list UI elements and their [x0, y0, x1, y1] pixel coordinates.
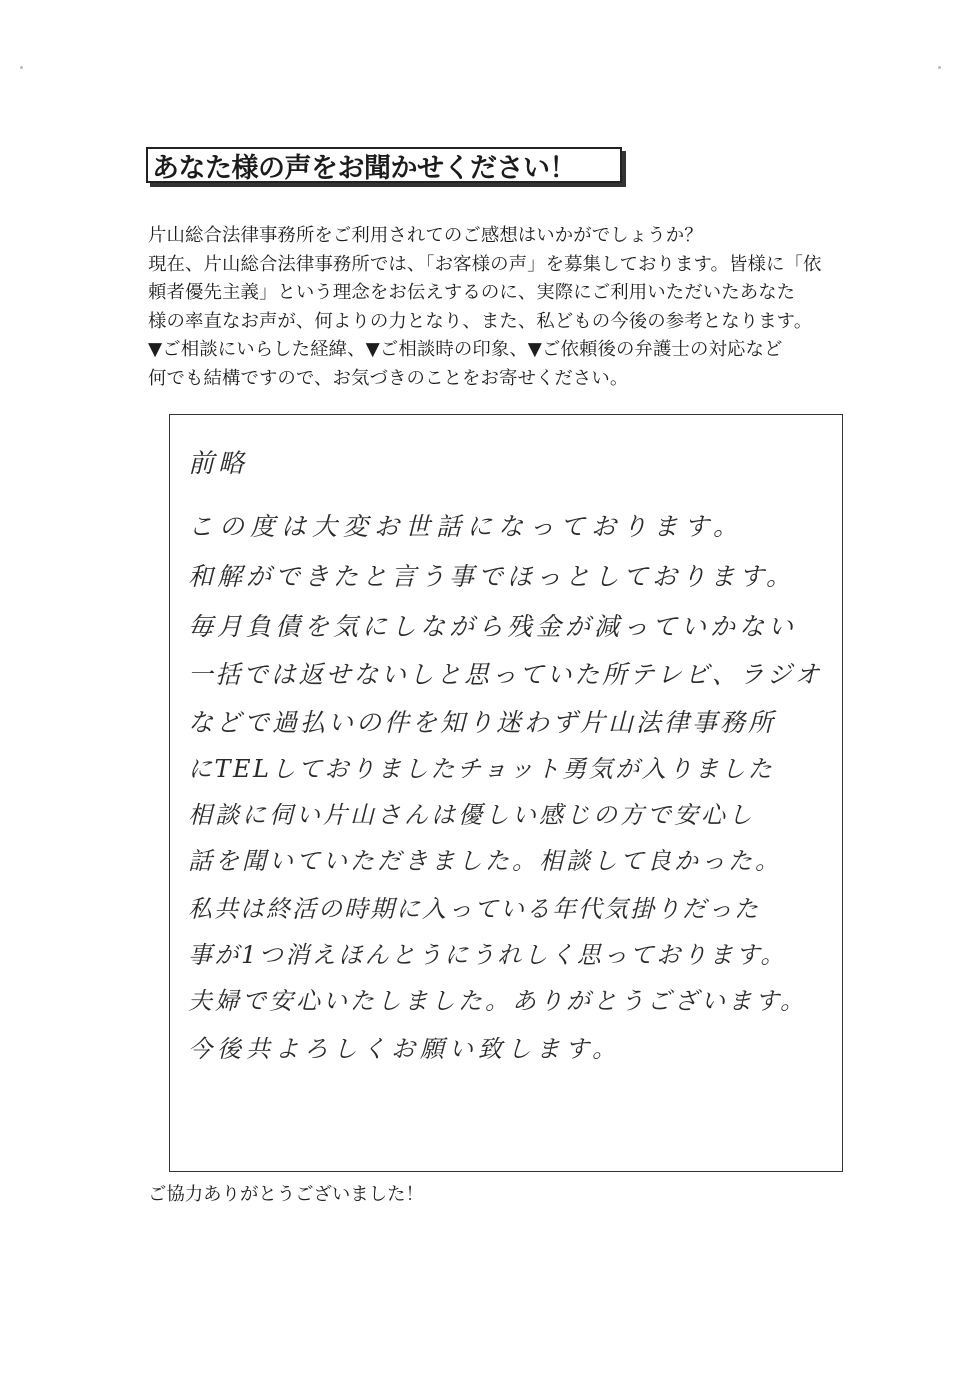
handwritten-line: 前略 [188, 449, 249, 479]
scan-speck [938, 66, 941, 69]
form-title-box [146, 147, 622, 183]
handwritten-line: 事が1つ消えほんとうにうれしく思っております。 [188, 941, 787, 969]
intro-line: ▼ご相談にいらした経緯、▼ご相談時の印象、▼ご依頼後の弁護士の対応など [148, 339, 783, 361]
handwritten-line: 夫婦で安心いたしました。ありがとうございます。 [188, 987, 808, 1015]
handwritten-line: 相談に伺い片山さんは優しい感じの方で安心し [188, 801, 755, 829]
handwritten-line: 一括では返せないしと思っていた所テレビ、ラジオ [188, 660, 823, 689]
intro-line: 現在、片山総合法律事務所では、「お客様の声」を募集しております。皆様に「依 [148, 253, 822, 275]
intro-line: 様の率直なお声が、何よりの力となり、また、私どもの今後の参考となります。 [148, 310, 813, 332]
handwritten-line: この度は大変お世話になっております。 [188, 512, 745, 541]
intro-line: 片山総合法律事務所をご利用されてのご感想はいかがでしょうか？ [148, 225, 703, 246]
handwritten-line: 毎月負債を気にしながら残金が減っていかない [188, 612, 798, 641]
form-title: あなた様の声をお聞かせください！ [152, 152, 576, 184]
closing-message: ご協力ありがとうございました！ [148, 1184, 424, 1205]
handwritten-line: などで過払いの件を知り迷わず片山法律事務所 [188, 708, 777, 737]
handwritten-line: 話を聞いていただきました。相談して良かった。 [188, 847, 782, 875]
handwritten-comment-box [169, 414, 843, 1172]
intro-line: 頼者優先主義」という理念をお伝えするのに、実際にご利用いただいたあなた [148, 282, 796, 304]
intro-line: 何でも結構ですので、お気づきのことをお寄せください。 [148, 367, 629, 389]
handwritten-line: 私共は終活の時期に入っている年代気掛りだった [188, 895, 760, 923]
intro-text [148, 222, 848, 394]
handwritten-line: 今後共よろしくお願い致します。 [188, 1035, 622, 1063]
scan-speck [20, 66, 23, 69]
handwritten-line: にTELしておりましたチョット勇気が入りました [188, 755, 775, 783]
handwritten-line: 和解ができたと言う事でほっとしております。 [188, 562, 796, 591]
